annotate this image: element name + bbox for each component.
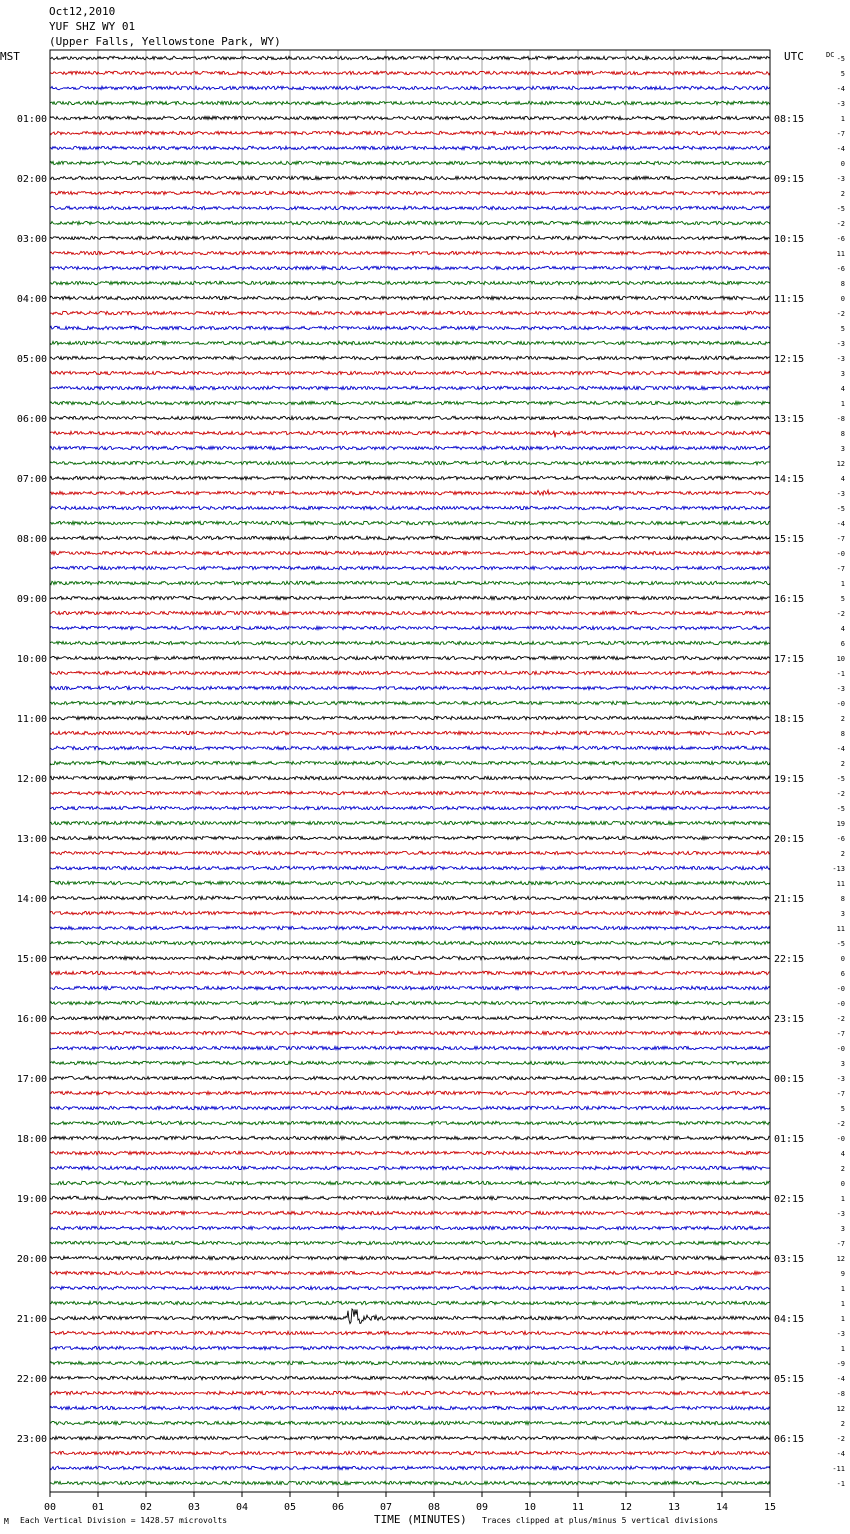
right-axis-title: UTC [784, 50, 804, 63]
x-tick-label: 05 [283, 1502, 297, 1513]
trace-line [50, 506, 770, 509]
dc-offset-label: 2 [840, 1420, 845, 1428]
trace-line [50, 1181, 770, 1184]
trace-line [50, 161, 770, 164]
trace-line [50, 191, 770, 194]
x-tick-label: 06 [331, 1502, 345, 1513]
utc-hour-label: 08:15 [774, 114, 805, 125]
dc-offset-label: -5 [836, 505, 845, 513]
dc-offset-label: 1 [840, 1285, 845, 1293]
dc-offset-label: 4 [840, 625, 845, 633]
utc-hour-label: 00:15 [774, 1074, 805, 1085]
mst-hour-label: 14:00 [16, 894, 47, 905]
trace-line [50, 866, 770, 869]
dc-offset-label: -2 [836, 1015, 845, 1023]
dc-offset-label: -2 [836, 1435, 845, 1443]
trace-line [50, 671, 770, 674]
x-tick-label: 11 [571, 1502, 585, 1513]
trace-line [50, 1016, 770, 1019]
mst-hour-label: 05:00 [16, 354, 47, 365]
dc-offset-label: -1 [836, 670, 845, 678]
mst-hour-label: 01:00 [16, 114, 47, 125]
trace-line [50, 1451, 770, 1454]
utc-hour-label: 11:15 [774, 294, 805, 305]
dc-offset-label: -2 [836, 790, 845, 798]
dc-offset-label: 12 [836, 1405, 845, 1413]
mst-hour-label: 16:00 [16, 1014, 47, 1025]
dc-offset-label: 0 [840, 955, 845, 963]
dc-offset-label: -3 [836, 175, 845, 183]
plot-frame [50, 50, 770, 1492]
dc-offset-label: -7 [836, 1030, 845, 1038]
trace-line [50, 1076, 770, 1079]
trace-line [50, 551, 770, 554]
trace-line [50, 521, 770, 524]
trace-line [50, 836, 770, 839]
dc-offset-label: 8 [840, 430, 845, 438]
dc-offset-label: 19 [836, 820, 845, 828]
dc-column-title: DC [826, 51, 835, 59]
trace-line [50, 1406, 770, 1409]
trace-line [50, 176, 770, 179]
mst-hour-label: 08:00 [16, 534, 47, 545]
trace-line [50, 1001, 770, 1004]
dc-offset-label: 1 [840, 400, 845, 408]
utc-hour-label: 14:15 [774, 474, 805, 485]
dc-offset-label: -13 [832, 865, 845, 873]
trace-line [50, 1271, 770, 1274]
trace-line [50, 1046, 770, 1049]
trace-line [50, 1436, 770, 1439]
dc-offset-label: -8 [836, 415, 845, 423]
dc-offset-label: -4 [836, 1450, 845, 1458]
trace-line [50, 281, 770, 284]
dc-offset-label: -0 [836, 700, 845, 708]
mst-hour-label: 18:00 [16, 1134, 47, 1145]
trace-line [50, 1346, 770, 1349]
dc-offset-label: -7 [836, 1090, 845, 1098]
trace-line [50, 1151, 770, 1154]
mst-hour-label: 03:00 [16, 234, 47, 245]
seismic-traces [50, 56, 770, 1484]
utc-hour-label: 12:15 [774, 354, 805, 365]
x-tick-label: 04 [235, 1502, 249, 1513]
time-grid [98, 50, 722, 1492]
dc-offset-label: -7 [836, 565, 845, 573]
dc-offset-label: -0 [836, 1000, 845, 1008]
trace-line [50, 131, 770, 134]
dc-offset-label: 3 [840, 370, 845, 378]
trace-line [50, 986, 770, 989]
utc-hour-label: 15:15 [774, 534, 805, 545]
dc-offset-label: -5 [836, 205, 845, 213]
utc-hour-label: 23:15 [774, 1014, 805, 1025]
trace-line [50, 1241, 770, 1244]
trace-line [50, 1106, 770, 1109]
mst-hour-labels [17, 114, 47, 1445]
dc-offset-label: -2 [836, 1120, 845, 1128]
utc-hour-label: 16:15 [774, 594, 805, 605]
trace-line [50, 746, 770, 749]
trace-line [50, 656, 770, 659]
trace-line [50, 490, 770, 495]
trace-line [50, 686, 770, 689]
dc-offset-label: -3 [836, 340, 845, 348]
dc-offset-label: 2 [840, 190, 845, 198]
trace-line [50, 896, 770, 899]
dc-offset-label: 1 [840, 1345, 845, 1353]
dc-offset-label: 1 [840, 1195, 845, 1203]
trace-line [50, 401, 770, 404]
trace-line [50, 1136, 770, 1139]
trace-line [50, 221, 770, 224]
trace-line [50, 1211, 770, 1214]
dc-offset-label: 0 [840, 1180, 845, 1188]
trace-line [50, 1196, 770, 1199]
trace-line [50, 86, 770, 89]
trace-line [50, 1061, 770, 1064]
mst-hour-label: 12:00 [16, 774, 47, 785]
utc-hour-labels [774, 114, 804, 1445]
mst-hour-label: 15:00 [16, 954, 47, 965]
x-tick-label: 09 [475, 1502, 489, 1513]
dc-offset-label: 3 [840, 910, 845, 918]
trace-line [50, 56, 770, 59]
dc-offset-label: -4 [836, 145, 845, 153]
dc-offset-label: 11 [836, 880, 845, 888]
trace-line [50, 1031, 770, 1034]
trace-line [50, 851, 770, 854]
trace-line [50, 1421, 770, 1424]
trace-line [50, 1376, 770, 1379]
utc-hour-label: 04:15 [774, 1314, 805, 1325]
trace-line [50, 1286, 770, 1289]
dc-offset-label: -7 [836, 130, 845, 138]
utc-hour-label: 10:15 [774, 234, 805, 245]
trace-line [50, 881, 770, 884]
trace-line [50, 386, 770, 389]
dc-offset-label: 8 [840, 730, 845, 738]
trace-line [50, 701, 770, 704]
trace-line [50, 266, 770, 269]
dc-offset-label: -4 [836, 745, 845, 753]
trace-line [50, 1166, 770, 1169]
x-tick-label: 15 [763, 1502, 777, 1513]
mst-hour-label: 22:00 [16, 1374, 47, 1385]
dc-offset-label: 1 [840, 1315, 845, 1323]
dc-offset-label: 10 [836, 655, 845, 663]
dc-offset-label: 8 [840, 280, 845, 288]
trace-line [50, 1256, 770, 1259]
x-tick-label: 08 [427, 1502, 441, 1513]
mst-hour-label: 06:00 [16, 414, 47, 425]
header-date: Oct12,2010 [49, 5, 116, 18]
dc-offset-label: -6 [836, 265, 845, 273]
trace-line [50, 716, 770, 719]
clip-note: Traces clipped at plus/minus 5 vertical divisions [482, 1516, 719, 1525]
dc-offset-label: -2 [836, 610, 845, 618]
trace-line [50, 356, 770, 359]
dc-offset-labels [832, 55, 845, 1488]
utc-hour-label: 20:15 [774, 834, 805, 845]
dc-offset-label: 11 [836, 250, 845, 258]
trace-line [50, 326, 770, 329]
x-tick-label: 00 [43, 1502, 57, 1513]
dc-offset-label: 12 [836, 1255, 845, 1263]
trace-line [50, 611, 770, 614]
trace-line [50, 311, 770, 314]
scale-note: Each Vertical Division = 1428.57 microvolts [20, 1516, 228, 1525]
dc-offset-label: 6 [840, 970, 845, 978]
mst-hour-label: 13:00 [16, 834, 47, 845]
dc-offset-label: -5 [836, 775, 845, 783]
dc-offset-label: -0 [836, 1045, 845, 1053]
dc-offset-label: -4 [836, 85, 845, 93]
dc-offset-label: -7 [836, 1240, 845, 1248]
dc-offset-label: -2 [836, 220, 845, 228]
trace-line [50, 761, 770, 764]
trace-line [50, 926, 770, 929]
dc-offset-label: 9 [840, 1270, 845, 1278]
dc-offset-label: -7 [836, 535, 845, 543]
dc-offset-label: -6 [836, 235, 845, 243]
trace-line [50, 1481, 770, 1484]
dc-offset-label: -0 [836, 985, 845, 993]
utc-hour-label: 21:15 [774, 894, 805, 905]
trace-line [50, 776, 770, 779]
trace-line [50, 461, 770, 464]
trace-line [50, 476, 770, 479]
dc-offset-label: -8 [836, 1390, 845, 1398]
dc-offset-label: -0 [836, 550, 845, 558]
trace-line [50, 731, 770, 734]
dc-offset-label: 2 [840, 1165, 845, 1173]
corner-mark: M [4, 1517, 9, 1526]
dc-offset-label: 2 [840, 850, 845, 858]
dc-offset-label: -9 [836, 1360, 845, 1368]
x-axis-ticks [44, 1492, 776, 1513]
trace-line [50, 626, 770, 629]
utc-hour-label: 06:15 [774, 1434, 805, 1445]
dc-offset-label: -2 [836, 310, 845, 318]
dc-offset-label: 4 [840, 385, 845, 393]
dc-offset-label: 3 [840, 1060, 845, 1068]
dc-offset-label: -5 [836, 805, 845, 813]
trace-line [50, 236, 770, 239]
dc-offset-label: 1 [840, 115, 845, 123]
dc-offset-label: -6 [836, 835, 845, 843]
trace-line [50, 1301, 770, 1304]
trace-line [50, 566, 770, 569]
trace-line [50, 1226, 770, 1229]
trace-line [50, 101, 770, 104]
trace-line [50, 596, 770, 599]
dc-offset-label: -11 [832, 1465, 845, 1473]
utc-hour-label: 19:15 [774, 774, 805, 785]
trace-line [50, 296, 770, 299]
dc-offset-label: -1 [836, 1480, 845, 1488]
left-axis-title: MST [0, 50, 20, 63]
dc-offset-label: 5 [840, 1105, 845, 1113]
utc-hour-label: 01:15 [774, 1134, 805, 1145]
dc-offset-label: 1 [840, 1300, 845, 1308]
utc-hour-label: 03:15 [774, 1254, 805, 1265]
dc-offset-label: 6 [840, 640, 845, 648]
dc-offset-label: 12 [836, 460, 845, 468]
x-tick-label: 07 [379, 1502, 393, 1513]
x-tick-label: 02 [139, 1502, 153, 1513]
trace-line [50, 251, 770, 254]
trace-line [50, 821, 770, 824]
dc-offset-label: -4 [836, 520, 845, 528]
trace-line [50, 971, 770, 974]
utc-hour-label: 09:15 [774, 174, 805, 185]
dc-offset-label: 3 [840, 445, 845, 453]
trace-line [50, 146, 770, 149]
trace-line [50, 641, 770, 644]
trace-line [50, 116, 770, 119]
dc-offset-label: 1 [840, 580, 845, 588]
dc-offset-label: -3 [836, 685, 845, 693]
mst-hour-label: 11:00 [16, 714, 47, 725]
trace-line [50, 1121, 770, 1124]
dc-offset-label: 11 [836, 925, 845, 933]
dc-offset-label: 5 [840, 70, 845, 78]
trace-line [50, 1091, 770, 1094]
x-tick-label: 03 [187, 1502, 201, 1513]
trace-line [50, 911, 770, 914]
trace-line [50, 1466, 770, 1469]
dc-offset-label: -5 [836, 940, 845, 948]
utc-hour-label: 22:15 [774, 954, 805, 965]
trace-line [50, 536, 770, 539]
mst-hour-label: 21:00 [16, 1314, 47, 1325]
dc-offset-label: -3 [836, 1075, 845, 1083]
trace-line [50, 806, 770, 809]
mst-hour-label: 09:00 [16, 594, 47, 605]
dc-offset-label: -3 [836, 100, 845, 108]
dc-offset-label: 5 [840, 595, 845, 603]
dc-offset-label: 0 [840, 295, 845, 303]
trace-line [50, 956, 770, 959]
x-tick-label: 13 [667, 1502, 681, 1513]
trace-line [50, 206, 770, 209]
utc-hour-label: 17:15 [774, 654, 805, 665]
header-station: YUF SHZ WY 01 [49, 20, 136, 33]
trace-line [50, 581, 770, 584]
utc-hour-label: 13:15 [774, 414, 805, 425]
dc-offset-label: -3 [836, 1330, 845, 1338]
trace-line [50, 71, 770, 74]
dc-offset-label: 2 [840, 760, 845, 768]
mst-hour-label: 10:00 [16, 654, 47, 665]
trace-line [50, 1309, 770, 1324]
dc-offset-label: 3 [840, 1225, 845, 1233]
dc-offset-label: 0 [840, 160, 845, 168]
dc-offset-label: 5 [840, 325, 845, 333]
dc-offset-label: 8 [840, 895, 845, 903]
trace-line [50, 1331, 770, 1334]
mst-hour-label: 04:00 [16, 294, 47, 305]
dc-offset-label: 4 [840, 1150, 845, 1158]
trace-line [50, 1361, 770, 1364]
dc-offset-label: 4 [840, 475, 845, 483]
trace-line [50, 431, 770, 438]
x-tick-label: 12 [619, 1502, 633, 1513]
dc-offset-label: -3 [836, 355, 845, 363]
mst-hour-label: 07:00 [16, 474, 47, 485]
utc-hour-label: 02:15 [774, 1194, 805, 1205]
header-location: (Upper Falls, Yellowstone Park, WY) [49, 35, 281, 48]
mst-hour-label: 19:00 [16, 1194, 47, 1205]
mst-hour-label: 20:00 [16, 1254, 47, 1265]
mst-hour-label: 02:00 [16, 174, 47, 185]
dc-offset-label: -0 [836, 1135, 845, 1143]
dc-offset-label: -4 [836, 1375, 845, 1383]
mst-hour-label: 17:00 [16, 1074, 47, 1085]
utc-hour-label: 18:15 [774, 714, 805, 725]
utc-hour-label: 05:15 [774, 1374, 805, 1385]
trace-line [50, 941, 770, 944]
trace-line [50, 371, 770, 374]
dc-offset-label: -5 [836, 55, 845, 63]
x-tick-label: 01 [91, 1502, 105, 1513]
dc-offset-label: -3 [836, 490, 845, 498]
trace-line [50, 1391, 770, 1394]
dc-offset-label: 2 [840, 715, 845, 723]
x-tick-label: 14 [715, 1502, 729, 1513]
x-axis-label: TIME (MINUTES) [374, 1513, 467, 1526]
dc-offset-label: -3 [836, 1210, 845, 1218]
x-tick-label: 10 [523, 1502, 537, 1513]
mst-hour-label: 23:00 [16, 1434, 47, 1445]
trace-line [50, 446, 770, 449]
trace-line [50, 416, 770, 419]
trace-line [50, 341, 770, 344]
trace-line [50, 791, 770, 794]
